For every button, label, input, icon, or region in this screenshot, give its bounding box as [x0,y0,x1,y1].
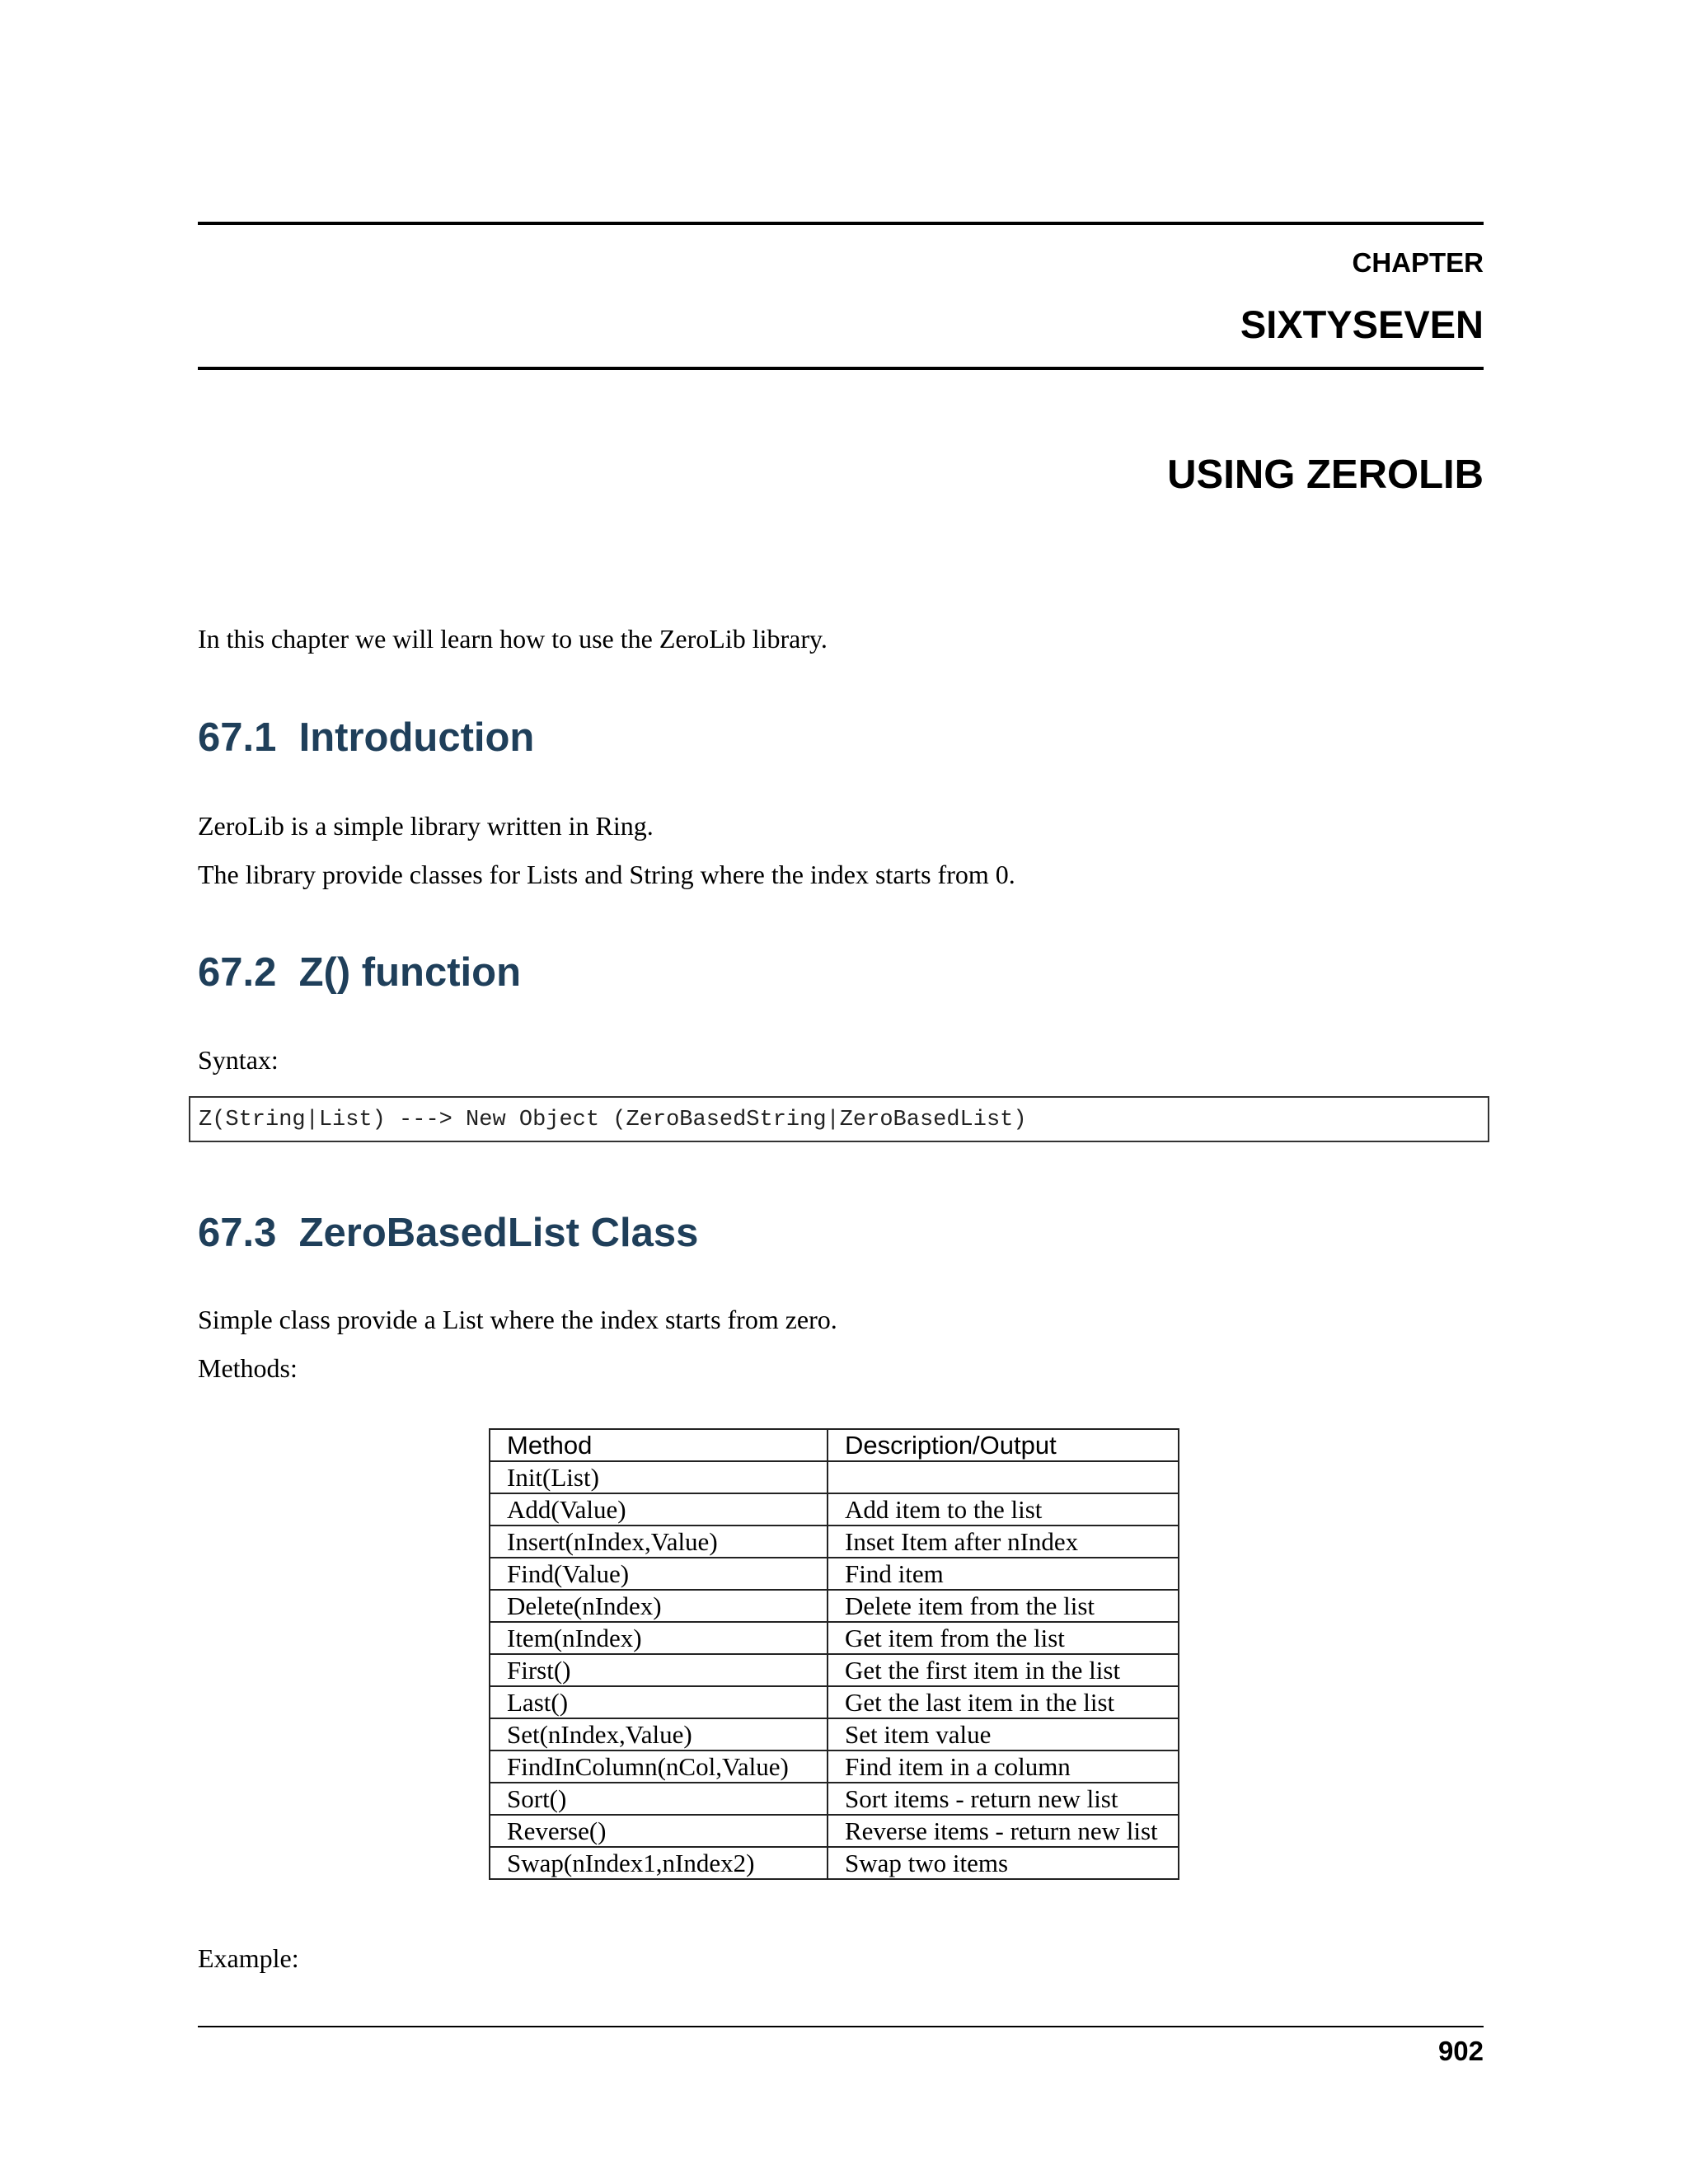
code-block [189,1096,1489,1142]
description-cell: Sort items - return new list [828,1783,1179,1815]
method-cell: Reverse() [490,1815,828,1847]
table-row [490,1783,1179,1815]
table-header-row [490,1429,1179,1461]
chapter-title: USING ZEROLIB [1167,452,1484,497]
description-cell: Get item from the list [828,1622,1179,1654]
table-row [490,1718,1179,1750]
description-cell: Add item to the list [828,1493,1179,1526]
methods-table [489,1428,1179,1880]
description-cell: Reverse items - return new list [828,1815,1179,1847]
description-cell: Get the last item in the list [828,1686,1179,1718]
description-cell [828,1461,1179,1493]
method-cell: Delete(nIndex) [490,1590,828,1622]
table-row [490,1461,1179,1493]
methods-label: Methods: [198,1353,298,1383]
method-cell: First() [490,1654,828,1686]
chapter-number: SIXTYSEVEN [1240,302,1484,346]
chapter-label: CHAPTER [1352,247,1484,278]
description-cell: Swap two items [828,1847,1179,1879]
description-cell: Delete item from the list [828,1590,1179,1622]
syntax-label: Syntax: [198,1045,279,1075]
description-cell: Get the first item in the list [828,1654,1179,1686]
paragraph: Simple class provide a List where the index starts from zero. [198,1305,837,1334]
method-cell: Item(nIndex) [490,1622,828,1654]
table-row [490,1526,1179,1558]
description-cell: Set item value [828,1718,1179,1750]
table-row [490,1847,1179,1879]
description-cell: Inset Item after nIndex [828,1526,1179,1558]
chapter-intro: In this chapter we will learn how to use the ZeroLib library. [198,624,828,654]
section-heading-introduction: 67.1 Introduction [198,715,535,760]
table-row [490,1590,1179,1622]
page-number: 902 [1437,2036,1484,2066]
method-cell: Swap(nIndex1,nIndex2) [490,1847,828,1879]
table-row [490,1622,1179,1654]
table-row [490,1815,1179,1847]
table-row [490,1750,1179,1783]
method-cell: Find(Value) [490,1558,828,1590]
method-cell: Insert(nIndex,Value) [490,1526,828,1558]
method-cell: Set(nIndex,Value) [490,1718,828,1750]
section-heading-z-function: 67.2 Z() function [198,950,521,995]
table-row [490,1493,1179,1526]
footer-rule [198,2026,1484,2027]
paragraph: ZeroLib is a simple library written in Ring. [198,811,654,841]
table-row [490,1686,1179,1718]
chapter-bottom-rule [198,367,1484,370]
method-cell: FindInColumn(nCol,Value) [490,1750,828,1783]
method-cell: Last() [490,1686,828,1718]
section-heading-zerobasedlist-class: 67.3 ZeroBasedList Class [198,1211,699,1255]
code-text: Z(String|List) ---> New Object (ZeroBasedString|ZeroBasedList) [199,1108,1027,1132]
table-row [490,1654,1179,1686]
column-header-method: Method [490,1429,828,1461]
method-cell: Add(Value) [490,1493,828,1526]
column-header-description: Description/Output [828,1429,1179,1461]
description-cell: Find item [828,1558,1179,1590]
table-row [490,1558,1179,1590]
example-label: Example: [198,1943,299,1973]
method-cell: Init(List) [490,1461,828,1493]
paragraph: The library provide classes for Lists and String where the index starts from 0. [198,860,1015,889]
chapter-top-rule [198,222,1484,225]
method-cell: Sort() [490,1783,828,1815]
description-cell: Find item in a column [828,1750,1179,1783]
